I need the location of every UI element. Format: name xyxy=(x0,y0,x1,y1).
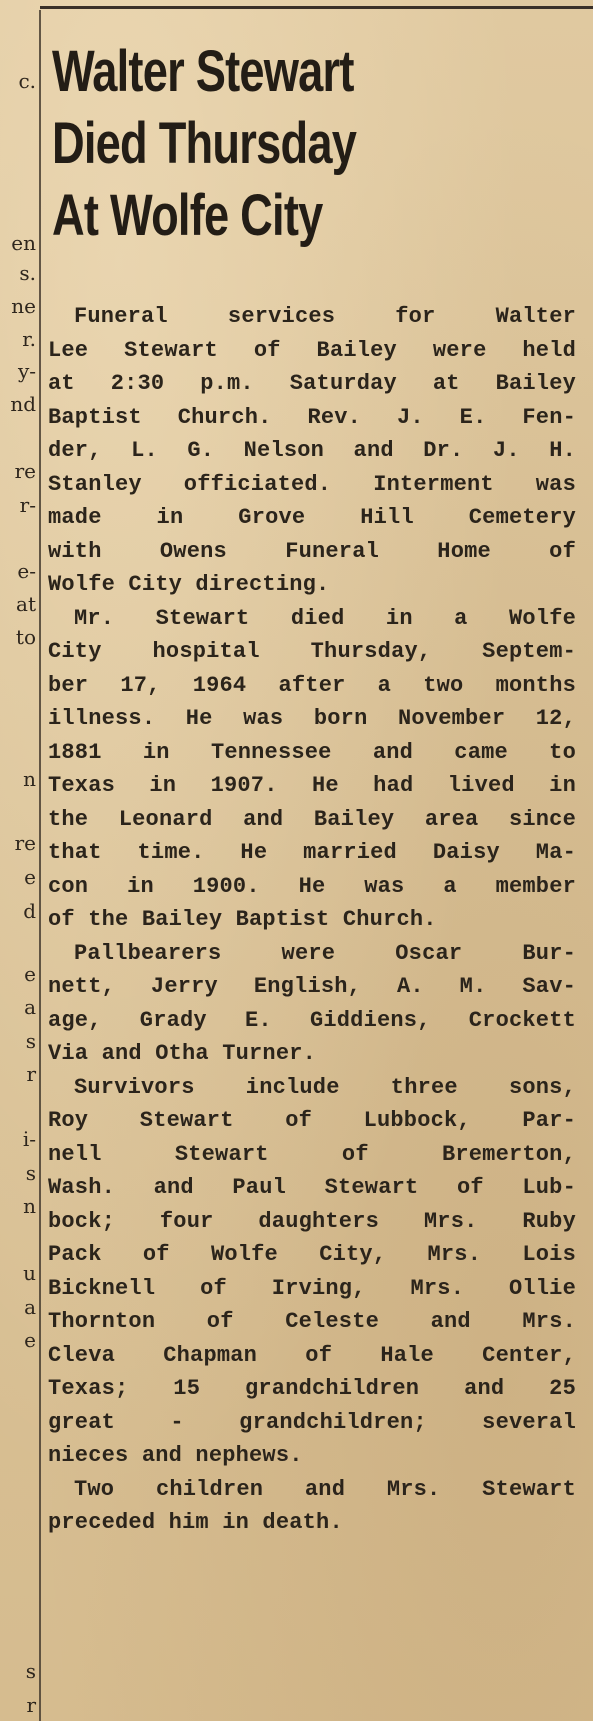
fragment: ne xyxy=(11,294,36,318)
fragment: r. xyxy=(22,327,36,351)
article-line: Two children and Mrs. Stewart xyxy=(74,1476,576,1502)
article-paragraph xyxy=(48,300,576,602)
article-line: der, L. G. Nelson and Dr. J. H. xyxy=(48,438,576,463)
article-line: Lee Stewart of Bailey were held xyxy=(48,337,576,363)
fragment: a xyxy=(24,995,36,1019)
article-line: Texas in 1907. He had lived in xyxy=(48,773,576,798)
fragment: en xyxy=(11,231,36,255)
headline-line: Died Thursday xyxy=(52,111,357,176)
article-line: age, Grady E. Giddiens, Crockett xyxy=(48,1007,576,1033)
fragment: r- xyxy=(19,493,36,517)
article-line: Wolfe City directing. xyxy=(48,572,330,597)
adjacent-column-fragments xyxy=(0,0,38,1721)
fragment: e xyxy=(24,962,36,986)
article-line: Baptist Church. Rev. J. E. Fen- xyxy=(48,404,576,430)
article-line: the Leonard and Bailey area since xyxy=(48,806,576,832)
fragment: at xyxy=(16,592,36,616)
article-paragraph xyxy=(48,1071,576,1473)
article-line: nell Stewart of Bremerton, xyxy=(48,1141,576,1167)
article-line: Thornton of Celeste and Mrs. xyxy=(48,1309,576,1334)
fragment: r xyxy=(26,1062,36,1086)
article-paragraph xyxy=(48,602,576,937)
article-paragraph xyxy=(48,1473,576,1540)
fragment: nd xyxy=(10,392,36,416)
fragment: d xyxy=(23,899,36,923)
fragment: re xyxy=(14,831,36,855)
headline-line: At Wolfe City xyxy=(52,183,323,248)
article-line: of the Bailey Baptist Church. xyxy=(48,907,437,932)
article-line: illness. He was born November 12, xyxy=(48,706,576,731)
article-line: Bicknell of Irving, Mrs. Ollie xyxy=(48,1275,576,1301)
article-line: preceded him in death. xyxy=(48,1510,343,1535)
fragment: s xyxy=(25,1029,36,1053)
article-line: that time. He married Daisy Ma- xyxy=(48,840,576,865)
fragment: r xyxy=(26,1693,36,1717)
fragment: s xyxy=(25,1659,36,1683)
fragment: re xyxy=(14,459,36,483)
article-line: Via and Otha Turner. xyxy=(48,1041,317,1066)
article-line: great - grandchildren; several xyxy=(48,1409,576,1435)
fragment: s xyxy=(25,1161,36,1185)
fragment: u xyxy=(23,1261,36,1285)
article-line: Funeral services for Walter xyxy=(74,304,576,329)
fragment: n xyxy=(23,767,36,791)
fragment: to xyxy=(15,625,36,649)
article-line: Pack of Wolfe City, Mrs. Lois xyxy=(48,1242,576,1267)
article-line: Survivors include three sons, xyxy=(74,1074,576,1100)
article-line: Wash. and Paul Stewart of Lub- xyxy=(48,1175,576,1200)
article-body xyxy=(48,300,576,1540)
article-line: Texas; 15 grandchildren and 25 xyxy=(48,1376,576,1401)
fragment: e xyxy=(24,865,36,889)
fragment: e xyxy=(24,1328,36,1352)
article-line: City hospital Thursday, Septem- xyxy=(48,639,576,664)
article-paragraph xyxy=(48,937,576,1071)
article-line: Cleva Chapman of Hale Center, xyxy=(48,1342,576,1368)
fragment: i- xyxy=(22,1127,36,1151)
fragment: c. xyxy=(18,69,36,93)
article-line: bock; four daughters Mrs. Ruby xyxy=(48,1208,576,1234)
article-line: 1881 in Tennessee and came to xyxy=(48,739,576,765)
column-divider-rule xyxy=(39,10,41,1721)
article-line: Stanley officiated. Interment was xyxy=(48,471,576,497)
article-line: nett, Jerry English, A. M. Sav- xyxy=(48,974,576,999)
article-line: made in Grove Hill Cemetery xyxy=(48,505,576,530)
headline-line: Walter Stewart xyxy=(52,39,354,104)
fragment: e- xyxy=(17,559,36,583)
obituary-article xyxy=(48,0,588,1721)
article-line: at 2:30 p.m. Saturday at Bailey xyxy=(48,371,576,396)
article-line: nieces and nephews. xyxy=(48,1443,303,1468)
fragment: y- xyxy=(17,359,36,383)
fragment: n xyxy=(23,1194,36,1218)
article-line: Pallbearers were Oscar Bur- xyxy=(74,940,576,966)
article-line: with Owens Funeral Home of xyxy=(48,538,576,564)
article-line: ber 17, 1964 after a two months xyxy=(48,672,576,698)
headline xyxy=(52,36,458,252)
fragment: a xyxy=(24,1295,36,1319)
article-line: con in 1900. He was a member xyxy=(48,873,576,899)
article-line: Roy Stewart of Lubbock, Par- xyxy=(48,1108,576,1133)
fragment: s. xyxy=(19,261,36,285)
article-line: Mr. Stewart died in a Wolfe xyxy=(74,605,576,631)
